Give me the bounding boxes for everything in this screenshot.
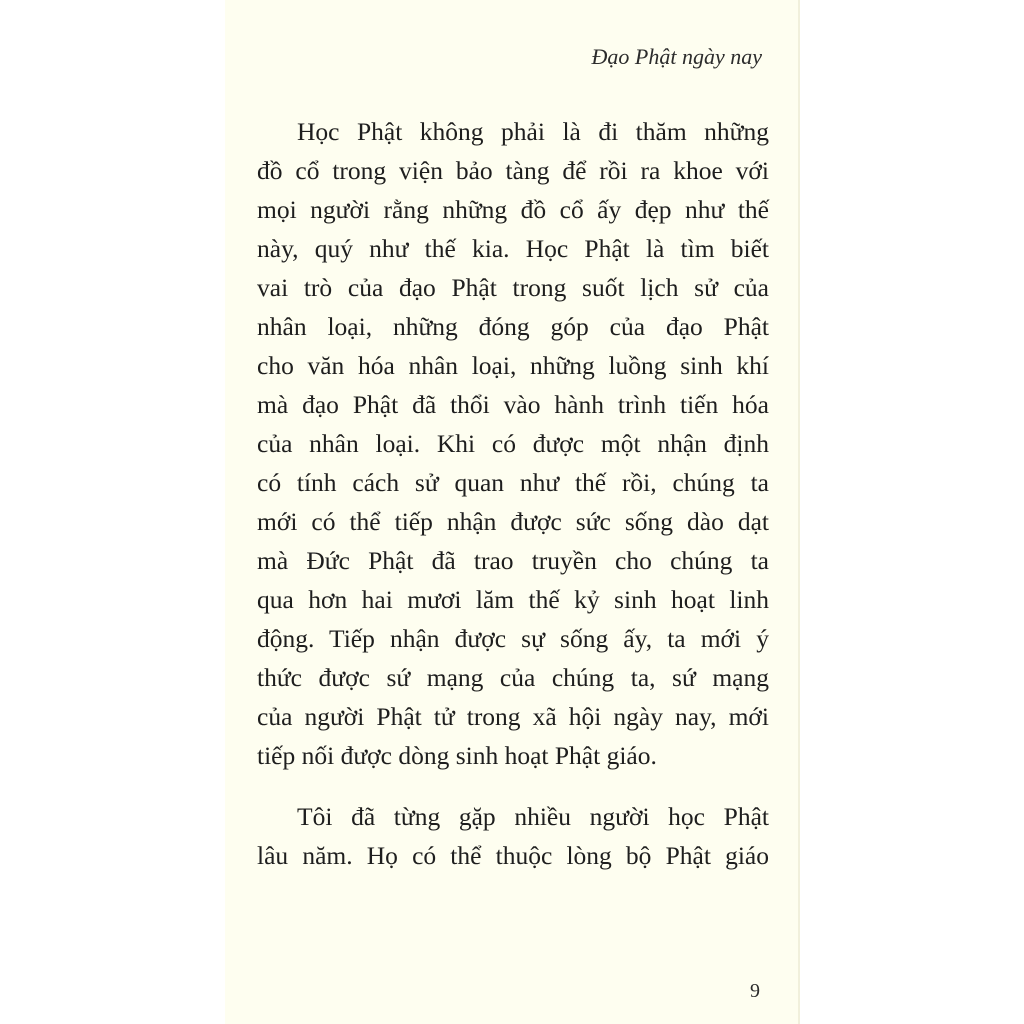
text-line: của người Phật tử trong xã hội ngày nay, mới: [257, 702, 769, 731]
text-line: mọi người rằng những đồ cổ ấy đẹp như thế: [257, 195, 769, 224]
text-line: tiếp nối được dòng sinh hoạt Phật giáo.: [257, 741, 657, 770]
text-line: mới có thể tiếp nhận được sức sống dào dạt: [257, 507, 769, 536]
book-page: [225, 0, 800, 1024]
paragraph-1: [257, 112, 769, 775]
text-line: thức được sứ mạng của chúng ta, sứ mạng: [257, 663, 769, 692]
text-line: của nhân loại. Khi có được một nhận định: [257, 429, 769, 458]
page-number: 9: [750, 980, 760, 1002]
text-line: đồ cổ trong viện bảo tàng để rồi ra khoe với: [257, 156, 769, 185]
text-line: qua hơn hai mươi lăm thế kỷ sinh hoạt linh: [257, 585, 769, 614]
text-line: Tôi đã từng gặp nhiều người học Phật: [297, 802, 769, 831]
text-line: mà Đức Phật đã trao truyền cho chúng ta: [257, 546, 769, 575]
body-text: [257, 112, 769, 875]
text-line: động. Tiếp nhận được sự sống ấy, ta mới ý: [257, 624, 769, 653]
text-line: Học Phật không phải là đi thăm những: [297, 117, 769, 146]
text-line: này, quý như thế kia. Học Phật là tìm biết: [257, 234, 769, 263]
text-line: có tính cách sử quan như thế rồi, chúng ta: [257, 468, 769, 497]
paragraph-2: [257, 797, 769, 875]
text-line: cho văn hóa nhân loại, những luồng sinh khí: [257, 351, 769, 380]
running-head: Đạo Phật ngày nay: [591, 44, 762, 69]
text-line: vai trò của đạo Phật trong suốt lịch sử của: [257, 273, 769, 302]
text-line: mà đạo Phật đã thổi vào hành trình tiến hóa: [257, 390, 769, 419]
text-line: nhân loại, những đóng góp của đạo Phật: [257, 312, 769, 341]
text-line: lâu năm. Họ có thể thuộc lòng bộ Phật giáo: [257, 841, 769, 870]
